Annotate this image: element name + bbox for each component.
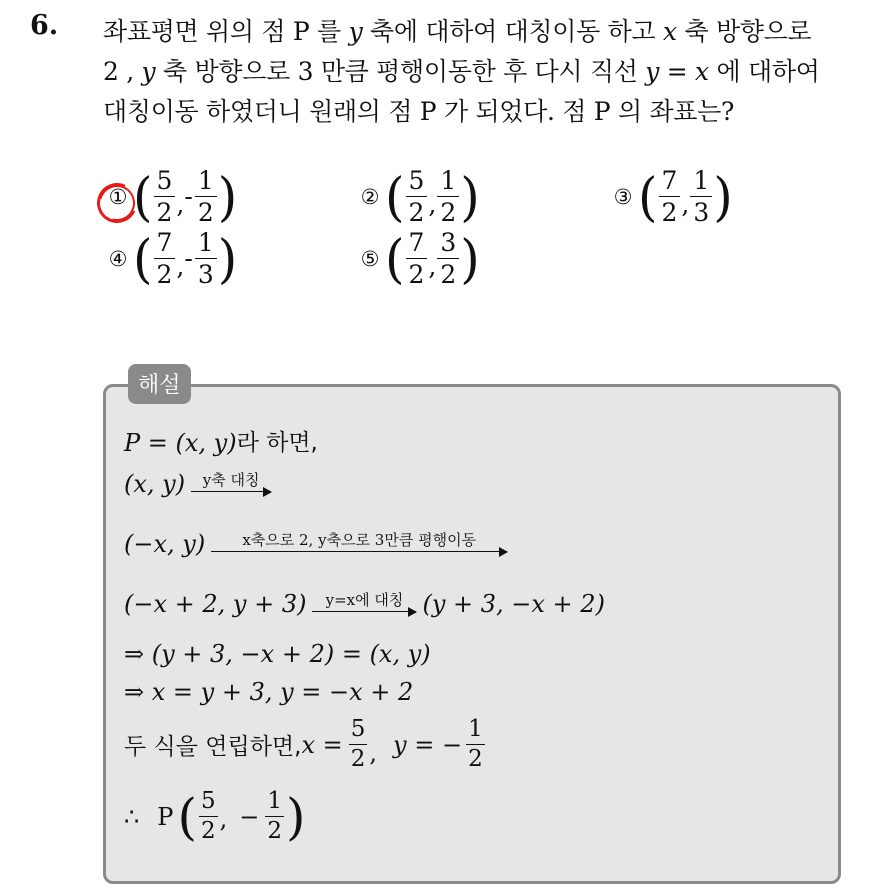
frac-x: $\frac{7}{2}$: [659, 168, 681, 225]
frac-y: $\frac{1}{3}$: [195, 230, 217, 287]
frac-y: $\frac{1}{3}$: [690, 168, 712, 225]
choice-1[interactable]: ① ( $\frac{5}{2}$ , - $\frac{1}{2}$ ): [103, 168, 237, 225]
arrow-yx-reflect: y=x에 대칭: [312, 589, 416, 613]
frac-x: $\frac{5}{2}$: [154, 168, 176, 225]
choice-3[interactable]: ③ ( $\frac{7}{2}$ , $\frac{1}{3}$ ): [608, 168, 733, 225]
arrow-y-reflect: y축 대칭: [191, 469, 271, 493]
solution-line-5: ⇒ (y + 3, −x + 2) = (x, y): [124, 640, 431, 668]
frac-y: $\frac{1}{2}$: [437, 168, 459, 225]
solution-line-6: ⇒ x = y + 3, y = −x + 2: [124, 678, 414, 706]
frac-x: $\frac{7}{2}$: [154, 230, 176, 287]
frac-y: $\frac{1}{2}$: [468, 716, 483, 772]
solution-line-8: ∴ P ( 5 2 , − $\frac{1}{2}$ ): [124, 787, 306, 846]
choice-5[interactable]: ⑤ ( $\frac{7}{2}$ , $\frac{3}{2}$ ): [355, 230, 480, 287]
question-line-2: 2 , y 축 방향으로 3 만큼 평행이동한 후 다시 직선 y = x 에 대하여: [103, 57, 820, 86]
frac-y: $\frac{1}{2}$: [267, 788, 282, 844]
frac-x: $\frac{5}{2}$: [350, 716, 366, 772]
question-number: 6.: [30, 10, 59, 41]
question-line-3: 대칭이동 하였더니 원래의 점 P 가 되었다. 점 P 의 좌표는?: [103, 97, 735, 126]
solution-line-7: 두 식을 연립하면, x = $\frac{5}{2}$ , y = − $\frac{1}{2}$: [124, 716, 483, 772]
frac-y: $\frac{1}{2}$: [195, 168, 217, 225]
solution-line-1: P = (x, y) 라 하면,: [124, 429, 318, 457]
solution-line-2: (x, y) y축 대칭: [124, 470, 277, 498]
frac-x: 5 2: [200, 788, 216, 844]
question-line-1: 좌표평면 위의 점 P 를 y 축에 대하여 대칭이동 하고 x 축 방향으로: [103, 17, 812, 46]
frac-y: $\frac{3}{2}$: [437, 230, 459, 287]
choice-4[interactable]: ④ ( $\frac{7}{2}$ , - $\frac{1}{3}$ ): [103, 230, 237, 287]
choice-mark: ③: [613, 184, 633, 209]
choice-mark: ①: [103, 185, 133, 209]
choice-2[interactable]: ② ( $\frac{5}{2}$ , $\frac{1}{2}$ ): [355, 168, 480, 225]
choice-mark: ⑤: [360, 246, 380, 271]
choice-mark: ②: [360, 184, 380, 209]
frac-x: $\frac{7}{2}$: [406, 230, 428, 287]
solution-tag: 해설: [128, 364, 191, 404]
arrow-translate: x축으로 2, y축으로 3만큼 평행이동: [211, 529, 507, 553]
solution-line-4: (−x + 2, y + 3) y=x에 대칭 (y + 3, −x + 2): [124, 590, 605, 618]
frac-x: $\frac{5}{2}$: [406, 168, 428, 225]
choice-mark: ④: [108, 246, 128, 271]
solution-line-3: (−x, y) x축으로 2, y축으로 3만큼 평행이동: [124, 530, 513, 558]
